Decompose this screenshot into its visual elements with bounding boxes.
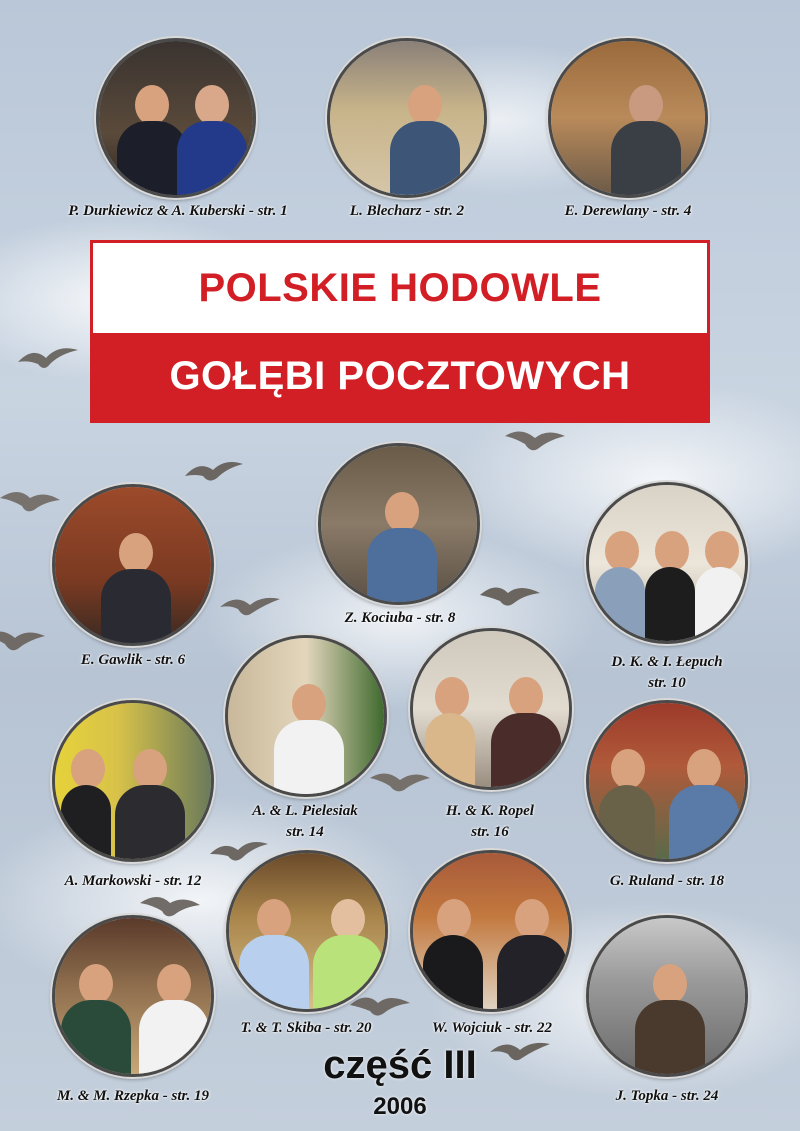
breeder-caption-page: str. 10 bbox=[648, 675, 686, 691]
breeder-photo bbox=[52, 915, 214, 1077]
title-line-2: GOŁĘBI POCZTOWYCH bbox=[93, 333, 707, 420]
breeder-photo bbox=[318, 443, 480, 605]
breeder-photo bbox=[410, 628, 572, 790]
issue-part: część III bbox=[323, 1043, 477, 1087]
breeder-photo bbox=[586, 700, 748, 862]
breeder-photo bbox=[410, 850, 572, 1012]
breeder-photo bbox=[327, 38, 487, 198]
breeder-caption: T. & T. Skiba - str. 20 bbox=[240, 1020, 372, 1036]
breeder-caption-page: str. 14 bbox=[286, 824, 324, 840]
breeder-caption: E. Derewlany - str. 4 bbox=[564, 203, 692, 219]
breeder-caption: E. Gawlik - str. 6 bbox=[80, 652, 186, 668]
breeder-caption: A. & L. Pielesiak bbox=[252, 803, 358, 819]
breeder-caption: P. Durkiewicz & A. Kuberski - str. 1 bbox=[68, 203, 288, 219]
breeder-caption: W. Wojciuk - str. 22 bbox=[431, 1020, 553, 1036]
breeder-photo bbox=[586, 915, 748, 1077]
breeder-caption: J. Topka - str. 24 bbox=[615, 1088, 719, 1104]
issue-year: 2006 bbox=[373, 1093, 427, 1120]
title-banner bbox=[90, 240, 710, 423]
breeder-caption: A. Markowski - str. 12 bbox=[64, 873, 202, 889]
breeder-caption: L. Blecharz - str. 2 bbox=[349, 203, 465, 219]
breeder-caption: D. K. & I. Łepuch bbox=[611, 654, 723, 670]
title-line-1: POLSKIE HODOWLE bbox=[198, 265, 602, 310]
breeder-caption-page: str. 16 bbox=[471, 824, 509, 840]
breeder-photo bbox=[225, 635, 387, 797]
breeder-photo bbox=[586, 482, 748, 644]
breeder-photo bbox=[52, 484, 214, 646]
breeder-photo bbox=[548, 38, 708, 198]
breeder-caption: M. & M. Rzepka - str. 19 bbox=[56, 1088, 210, 1104]
breeder-caption: Z. Kociuba - str. 8 bbox=[344, 610, 456, 626]
breeder-caption: G. Ruland - str. 18 bbox=[609, 873, 725, 889]
breeder-photo bbox=[96, 38, 256, 198]
breeder-photo bbox=[226, 850, 388, 1012]
breeder-caption: H. & K. Ropel bbox=[446, 803, 534, 819]
breeder-photo bbox=[52, 700, 214, 862]
